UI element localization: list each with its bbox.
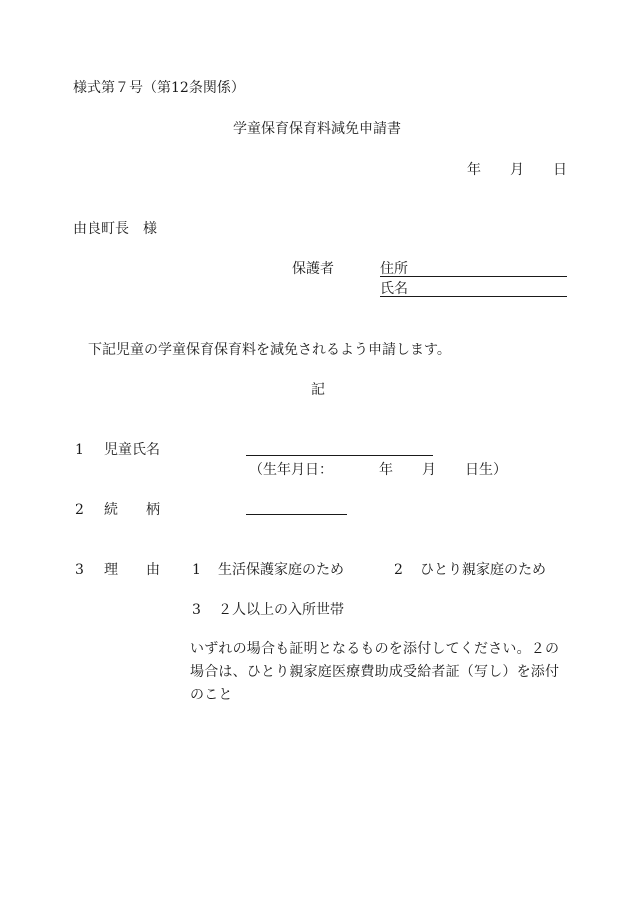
birth-day-label: 日生） <box>465 462 507 478</box>
reason-option2[interactable]: ひとり親家庭のため <box>420 562 546 578</box>
form-number: 様式第７号（第12条関係） <box>73 80 245 96</box>
item2-number: 2 <box>75 502 84 518</box>
child-name-line[interactable] <box>246 455 433 456</box>
date-year-label: 年 <box>467 162 481 178</box>
date-day-label: 日 <box>553 162 567 178</box>
date-month-label: 月 <box>510 162 524 178</box>
item1-number: 1 <box>75 442 84 458</box>
item1-label: 児童氏名 <box>104 442 160 458</box>
form-title: 学童保育保育料減免申請書 <box>233 121 401 137</box>
item2-label-b: 柄 <box>146 502 160 518</box>
item3-number: 3 <box>75 562 84 578</box>
guardian-name-label: 氏名 <box>380 281 408 297</box>
guardian-label: 保護者 <box>292 261 334 277</box>
item2-label-a: 続 <box>104 502 118 518</box>
relationship-line[interactable] <box>246 514 347 515</box>
addressee: 由良町長 様 <box>73 221 157 237</box>
birth-open: （生年月日： <box>249 462 333 478</box>
reason-option2-number: 2 <box>394 562 403 578</box>
guardian-address-line[interactable] <box>380 276 567 277</box>
request-statement: 下記児童の学童保育保育料を減免されるよう申請します。 <box>88 342 451 358</box>
item3-label-a: 理 <box>104 562 118 578</box>
birth-month-label: 月 <box>422 462 436 478</box>
birth-year-label: 年 <box>379 462 393 478</box>
guardian-address-label: 住所 <box>380 261 408 277</box>
ki-heading: 記 <box>311 382 325 398</box>
reason-option3[interactable]: ２人以上の入所世帯 <box>218 602 344 618</box>
item3-label-b: 由 <box>146 562 160 578</box>
guardian-name-line[interactable] <box>380 296 567 297</box>
attachment-note: いずれの場合も証明となるものを添付してください。２の場合は、ひとり親家庭医療費助成受給者証（写し）を添付のこと <box>190 641 560 703</box>
reason-option1-number: 1 <box>192 562 201 578</box>
reason-option3-number: 3 <box>192 602 201 618</box>
reason-option1[interactable]: 生活保護家庭のため <box>218 562 344 578</box>
